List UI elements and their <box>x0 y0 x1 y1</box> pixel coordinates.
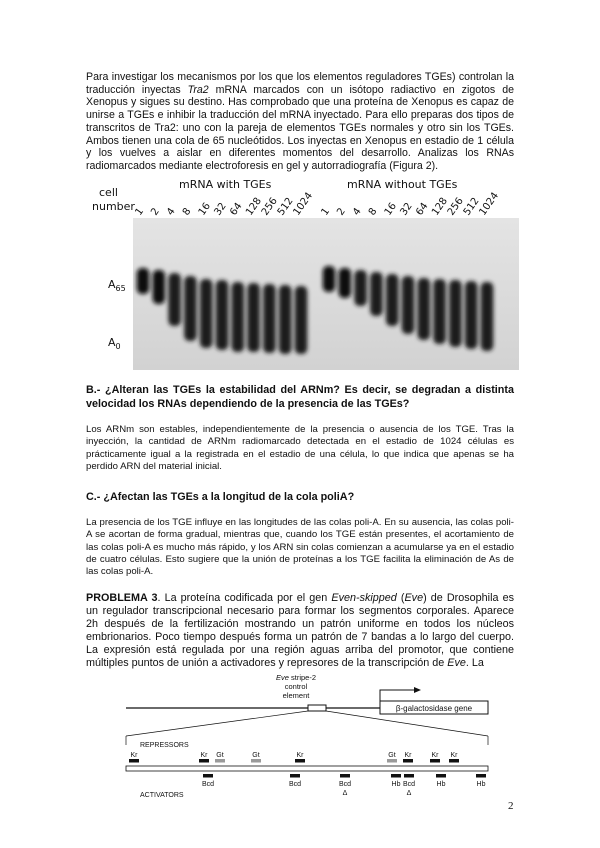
number-label: number <box>92 200 135 213</box>
question-c-heading: C.- ¿Afectan las TGEs a la longitud de la cola poliA? <box>86 491 355 503</box>
arrow-head <box>414 687 421 693</box>
problem-3-paragraph: PROBLEMA 3. La proteína codificada por el gen Even-skipped (Eve) de Drosophila es un regulador transcripcional necesario para formar los segmentos corporales. Aparece 2h después de la fertilización mostrando un patrón uniforme en todos los núcleos embrionarios. Poco tiempo después forma un patrón de 7 bandas a lo largo del cuerpo. La expresión está regulada por una región aguas arriba del promotor, que contiene múltiples puntos de unión a activadores y represores de la transcripción de Eve. La <box>86 592 514 669</box>
gel-band <box>200 279 213 348</box>
gene-box-label: β-galactosidase gene <box>395 704 473 713</box>
gene-tra2: Tra2 <box>187 83 209 96</box>
gel-title-with-tges: mRNA with TGEs <box>179 178 272 191</box>
repressor-site-mark <box>403 759 413 763</box>
gel-band <box>153 270 166 304</box>
gel-band <box>295 286 308 354</box>
without-lane-label: 16 <box>382 200 399 218</box>
deletion-delta: Δ <box>342 790 348 797</box>
gel-band <box>418 278 431 340</box>
question-b-heading: B.- ¿Alteran las TGEs la estabilidad del ARNm? Es decir, se degradan a distinta velocidad los RNAs dependiendo de la presencia de las TGEs? <box>86 384 514 410</box>
cell-label: cell <box>99 186 118 199</box>
activator-site-mark <box>391 774 401 778</box>
marker-a0: $A_0$ <box>108 336 121 351</box>
activators-label: ACTIVATORS <box>140 792 184 799</box>
gel-band <box>323 266 336 292</box>
gel-band <box>481 282 494 351</box>
expansion-line-left <box>126 711 308 736</box>
activator-site-mark <box>203 774 213 778</box>
without-lane-label: 64 <box>414 200 431 218</box>
repressor-site-label: Kr <box>200 752 208 759</box>
gel-band <box>137 268 150 294</box>
deletion-delta: Δ <box>406 790 412 797</box>
activator-site-mark <box>290 774 300 778</box>
with-lane-label: 1024 <box>291 190 316 218</box>
repressor-site-label: Gt <box>388 752 396 759</box>
without-lane-label: 4 <box>351 206 364 218</box>
with-lane-label: 256 <box>259 195 280 218</box>
without-lane-label: 2 <box>335 206 348 218</box>
repressor-site-label: Kr <box>296 752 304 759</box>
activator-site-label: Bcd <box>288 781 302 788</box>
repressor-site-mark <box>199 759 209 763</box>
gel-band <box>247 283 260 352</box>
gel-band <box>354 270 367 306</box>
activator-site-mark <box>436 774 446 778</box>
gel-band <box>449 280 462 347</box>
activator-site-label: Bcd <box>402 781 416 788</box>
gel-band <box>386 274 399 326</box>
gel-band <box>184 276 197 341</box>
eve-regulatory-diagram <box>118 670 502 804</box>
repressor-site-mark <box>387 759 397 763</box>
gel-band <box>232 282 245 352</box>
question-b-answer: Los ARNm son estables, independientemente de la presencia o ausencia de los TGE. Tras la inyección, la cantidad de ARNm radiomarcado detectada en el estadio de 1024 células es prácticamente igual a la registrada en el estadio de una célula, lo que indica que apenas se ha perdido ARN del material inicial. <box>86 424 514 472</box>
with-lane-label: 4 <box>165 206 178 218</box>
control-element-label: Eve stripe-2 <box>275 673 317 682</box>
activator-site-label: Bcd <box>338 781 352 788</box>
without-lane-label: 1 <box>319 206 333 218</box>
marker-a65: $A_{65}$ <box>108 278 126 293</box>
lane-labels-with <box>133 191 315 218</box>
activator-site-mark <box>340 774 350 778</box>
with-lane-label: 32 <box>212 200 229 218</box>
with-lane-label: 8 <box>180 206 194 218</box>
repressors-label: REPRESSORS <box>140 742 189 749</box>
repressor-site-mark <box>215 759 225 763</box>
without-lane-label: 256 <box>445 195 466 218</box>
control-label-3: element <box>282 691 310 700</box>
gel-band <box>263 284 276 353</box>
with-lane-label: 1 <box>133 206 147 218</box>
control-label-2: control <box>284 682 308 691</box>
gel-band <box>433 279 446 344</box>
gel-band <box>339 268 352 298</box>
gel-band <box>402 276 415 334</box>
with-lane-label: 64 <box>228 200 245 218</box>
control-element-box <box>308 705 326 711</box>
activator-site-label: Hb <box>436 781 446 788</box>
with-lane-label: 16 <box>196 200 213 218</box>
activator-site-label: Hb <box>476 781 486 788</box>
gel-band <box>279 285 292 354</box>
without-lane-label: 32 <box>398 200 415 218</box>
repressor-site-mark <box>449 759 459 763</box>
gel-band <box>168 273 181 326</box>
lane-labels-without <box>319 191 501 218</box>
without-lane-label: 512 <box>461 195 482 218</box>
repressor-site-mark <box>295 759 305 763</box>
without-lane-label: 128 <box>430 195 451 218</box>
gel-band <box>370 272 383 316</box>
without-lane-label: 1024 <box>477 190 502 218</box>
with-lane-label: 2 <box>149 206 162 218</box>
activator-site-mark <box>404 774 414 778</box>
activator-site-label: Bcd <box>201 781 215 788</box>
expansion-line-right <box>326 711 488 736</box>
gel-band <box>465 281 478 349</box>
intro-paragraph: Para investigar los mecanismos por los que los elementos reguladores TGEs) controlan la traducción inyectas Tra2 mRNA marcados con un isótopo radiactivo en zigotos de Xenopus y sigues su destino. Has comprobado que una proteína de Xenopus es capaz de unirse a TGEs e inhibir la traducción del mRNA inyectado. Para ello preparas dos tipos de transcritos de Tra2: uno con la pareja de elementos TGEs normales y otro sin los TGEs. Ambos tienen una cola de 65 nucleótidos. Los inyectas en Xenopus en estadio de 1 célula y los vuelves a aislar en diferentes momentos del desarrollo. Analizas los RNAs radiomarcados mediante electroforesis en gel y autorradiografía (Figura 2). <box>86 71 514 172</box>
gel-title-without-tges: mRNA without TGEs <box>347 178 458 191</box>
page-number: 2 <box>508 800 514 812</box>
activator-site-label: Hb <box>391 781 401 788</box>
repressor-site-label: Kr <box>404 752 412 759</box>
repressor-site-mark <box>251 759 261 763</box>
repressor-site-label: Gt <box>216 752 224 759</box>
with-lane-label: 512 <box>275 195 296 218</box>
gel-figure <box>82 176 522 374</box>
repressor-site-label: Kr <box>431 752 439 759</box>
repressor-site-label: Kr <box>130 752 138 759</box>
repressor-site-mark <box>129 759 139 763</box>
repressor-site-label: Gt <box>252 752 260 759</box>
activator-sites <box>202 774 486 797</box>
without-lane-label: 8 <box>366 206 380 218</box>
repressor-site-mark <box>430 759 440 763</box>
question-c-answer: La presencia de los TGE influye en las longitudes de las colas poli-A. En su ausencia, las colas poli-A se acortan de forma gradual, mientras que, cuando los TGE están presentes, el acortamiento de las colas poli-A es mucho más rápido, y los ARN sin colas comienzan a acumularse ya en el estadio de cuatro células. Esto sugiere que la unión de proteínas a los TGE facilita la eliminación de As de las colas poli-A. <box>86 517 514 578</box>
with-lane-label: 128 <box>244 195 265 218</box>
repressor-sites <box>129 752 459 763</box>
repressor-site-label: Kr <box>450 752 458 759</box>
problem-3-label: PROBLEMA 3 <box>86 592 158 604</box>
expanded-element-bar <box>126 766 488 771</box>
activator-site-mark <box>476 774 486 778</box>
gel-band <box>216 280 229 350</box>
